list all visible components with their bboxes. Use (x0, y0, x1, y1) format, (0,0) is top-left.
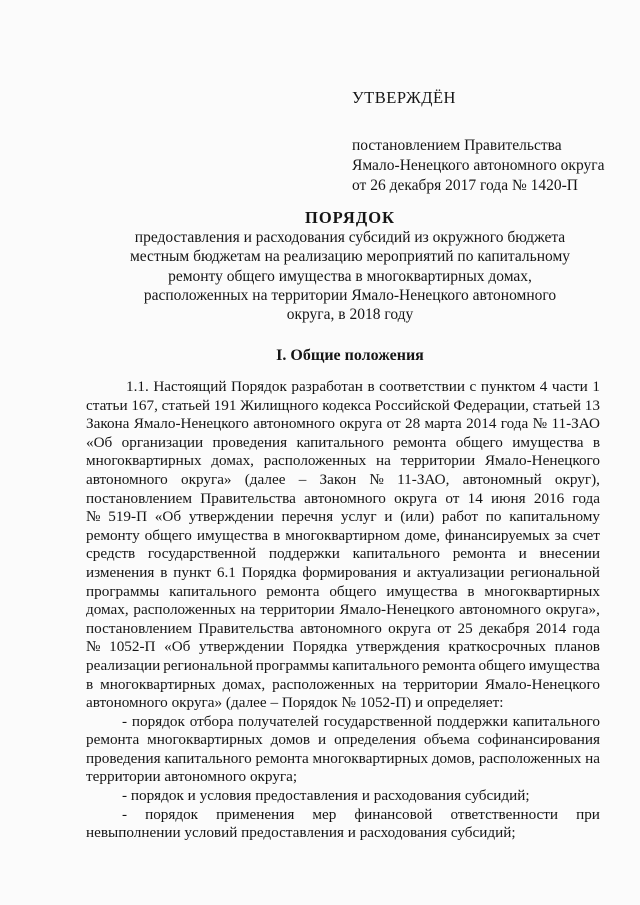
body-word: автономного (304, 489, 386, 507)
body-word: Ямало-Ненецкого (339, 601, 455, 619)
body-line (86, 806, 600, 825)
body-line (86, 676, 600, 695)
body-word: организации (121, 433, 204, 451)
body-word: № (532, 415, 548, 433)
body-line (86, 378, 600, 397)
body-word: в (367, 378, 375, 395)
body-line (86, 657, 600, 676)
body-word: капитального (512, 712, 600, 730)
body-word: на (375, 452, 391, 470)
body-word: перечня (281, 508, 334, 526)
body-word: разработан (291, 378, 363, 395)
body-word: государственной (147, 545, 257, 563)
body-word: и (361, 787, 374, 805)
body-word: округа» (181, 470, 232, 488)
subtitle-line: местным бюджетам на реализацию мероприятий по капитальному (129, 248, 571, 266)
body-word: имущества (386, 582, 458, 600)
body-word: ремонта (393, 433, 447, 451)
body-word: софинансирования (477, 731, 600, 749)
subtitle-line: округа, в 2018 году (286, 306, 414, 324)
body-word: 2014 (466, 415, 497, 433)
body-word: 519-П (108, 508, 148, 526)
body-word: № (369, 470, 384, 488)
body-word: № (86, 638, 101, 656)
body-word: постановлением (86, 619, 193, 637)
body-word: общего (329, 582, 377, 600)
body-word: от (445, 489, 460, 507)
body-word: на (240, 601, 256, 619)
body-word: и (518, 545, 527, 563)
body-word: части (551, 378, 588, 395)
body-word: ремонта (255, 749, 309, 767)
section-heading: I. Общие положения (276, 347, 424, 364)
body-word: Порядка (292, 638, 348, 656)
body-line (86, 545, 600, 564)
body-word: декабря (478, 619, 530, 637)
body-word: субсидий; (450, 824, 516, 842)
body-word: Закона (86, 415, 130, 433)
body-word: 4 (539, 378, 548, 395)
document-title: ПОРЯДОК (305, 208, 395, 227)
body-word: 25 (457, 619, 473, 637)
body-word: домах, (222, 675, 266, 693)
approval-stamp (352, 88, 622, 196)
body-line (86, 564, 600, 583)
subtitle-line: предоставления и расходования субсидий из окружного бюджета (134, 229, 566, 246)
body-word: кодекса (322, 396, 372, 414)
body-word: 11-ЗАО, (397, 470, 450, 488)
body-word: многоквартирных (100, 675, 216, 693)
approval-line: от 26 декабря 2017 года № 1420-П (352, 177, 578, 194)
body-word: Закон (319, 470, 357, 488)
body-word: программы (255, 656, 330, 674)
body-word: предоставления (255, 787, 362, 805)
body-word: определяет: (426, 694, 504, 712)
body-word: предоставления (241, 824, 348, 842)
body-word: Порядка (241, 563, 297, 581)
body-word: автономного (164, 768, 250, 786)
body-word: государственной (323, 712, 432, 730)
body-word: поддержки (268, 545, 340, 563)
body-word: капитальному (509, 508, 600, 526)
body-word: краткосрочных (448, 638, 547, 656)
body-word: территории (403, 675, 478, 693)
body-word: 14 (467, 489, 483, 507)
body-line (86, 452, 600, 471)
subtitle-line: ремонту общего имущества в многоквартирных домах, (168, 267, 532, 285)
body-word: на (585, 749, 600, 767)
body-line (86, 471, 600, 490)
body-word: автономный (462, 470, 542, 488)
body-word: 2014 (535, 619, 567, 637)
body-word: № (86, 508, 101, 526)
body-line (86, 768, 600, 787)
body-word: округа; (249, 768, 298, 786)
body-word: домов, (431, 749, 476, 767)
body-word: утверждении (198, 638, 284, 656)
body-word: - (122, 787, 131, 805)
body-word: Порядок (231, 378, 287, 395)
body-line (86, 508, 600, 527)
body-word: 167, (131, 396, 158, 414)
body-word: статьей (532, 396, 582, 414)
body-word: автономного (300, 619, 382, 637)
body-line (86, 638, 600, 657)
body-word: расходования (359, 824, 451, 842)
body-word: капитального (164, 749, 252, 767)
body-word: 11-ЗАО (551, 415, 600, 433)
body-word: порядок (131, 712, 185, 730)
body-word: изменения (86, 563, 155, 581)
body-word: 1 (592, 378, 600, 395)
body-line (86, 694, 600, 713)
body-word: Ямало-Ненецкого (484, 675, 600, 693)
body-word: № (341, 694, 360, 712)
body-word: 13 (584, 396, 600, 414)
body-word: средств (86, 545, 136, 563)
body-word: домах, (211, 452, 254, 470)
body-word: статьей (161, 396, 210, 414)
body-word: поддержки (436, 712, 508, 730)
body-word: общего (455, 433, 503, 451)
body-word: многоквартирных (147, 731, 263, 749)
body-word: Жилищного (240, 396, 319, 414)
body-word: объема (423, 731, 470, 749)
body-word: от (437, 619, 452, 637)
body-word: и (318, 731, 327, 749)
body-word: территории (400, 452, 476, 470)
body-word: 1052-П) (359, 694, 416, 712)
body-word: утверждения (355, 638, 440, 656)
body-word: округа (339, 415, 383, 433)
body-word: автономного (86, 470, 168, 488)
body-word: отбора (189, 712, 234, 730)
body-word: на (381, 675, 397, 693)
body-word: ремонта (452, 545, 506, 563)
body-word: условия (199, 787, 256, 805)
body-word: внесении (539, 545, 600, 563)
document-title-block (86, 208, 614, 324)
body-word: 191 (213, 396, 237, 414)
body-word: и (384, 508, 393, 526)
body-word: «Об (164, 638, 191, 656)
body-word: от (386, 415, 401, 433)
body-word: и (402, 563, 412, 581)
body-word: капитального (332, 656, 420, 674)
body-text (86, 378, 600, 843)
body-word: Российской (374, 396, 450, 414)
body-word: утверждении (188, 508, 274, 526)
body-word: с (469, 378, 477, 395)
body-word: автономного (86, 694, 172, 712)
approved-label: УТВЕРЖДЁН (352, 88, 456, 107)
body-word: расположенных (478, 749, 582, 767)
body-word: по (485, 508, 502, 526)
body-word: программы (86, 582, 160, 600)
body-word: в (273, 526, 281, 544)
body-word: расходования (373, 787, 465, 805)
body-word: ремонта (266, 582, 320, 600)
body-word: 6.1 (216, 563, 236, 581)
body-word: формирования (302, 563, 398, 581)
body-word: региональной (510, 563, 600, 581)
body-word: года (500, 415, 529, 433)
body-word: мер (312, 805, 337, 823)
body-word: общего (144, 526, 192, 544)
body-word: и (347, 824, 360, 842)
body-word: финансируемых (445, 526, 550, 544)
body-word: года (572, 489, 600, 507)
body-word: общего (478, 656, 526, 674)
body-line (86, 527, 600, 546)
body-word: 1.1. (126, 378, 149, 395)
body-word: капитального (169, 582, 257, 600)
body-word: июня (491, 489, 526, 507)
body-line (86, 434, 600, 453)
body-word: округа (394, 489, 438, 507)
body-word: в (467, 582, 475, 600)
body-word: расположенных (133, 601, 236, 619)
body-word: постановлением (86, 489, 193, 507)
approval-line: Ямало-Ненецкого автономного округа (352, 157, 605, 174)
body-word: многоквартирных (312, 749, 429, 767)
body-word: домах, (86, 601, 129, 619)
body-word: ремонту (86, 526, 140, 544)
body-word: домов (270, 731, 311, 749)
body-word: финансовой (354, 805, 433, 823)
body-word: планов (554, 638, 600, 656)
body-word: - (122, 805, 128, 823)
body-word: 2016 (533, 489, 565, 507)
body-word: территории (86, 768, 165, 786)
body-line (86, 750, 600, 769)
body-word: имущества (196, 526, 269, 544)
body-word: Правительства (200, 489, 296, 507)
body-word: Правительства (198, 619, 294, 637)
body-word: при (576, 805, 600, 823)
body-word: - (122, 712, 128, 730)
body-word: 28 (404, 415, 421, 433)
body-word: округа» (171, 694, 226, 712)
body-word: округ), (554, 470, 600, 488)
body-word: автономного (253, 415, 335, 433)
body-word: счет (572, 526, 600, 544)
subtitle-line: расположенных на территории Ямало-Ненецкого автономного (143, 286, 557, 304)
body-line (86, 713, 600, 732)
body-line (86, 415, 600, 434)
body-word: многоквартирных (484, 582, 600, 600)
body-word: 1052-П (109, 638, 156, 656)
body-word: многоквартирном (285, 526, 400, 544)
approval-line: постановлением Правительства (352, 137, 562, 154)
body-word: невыполнении (86, 824, 185, 842)
body-line (86, 490, 600, 509)
body-word: в (592, 433, 600, 451)
body-word: Порядок (281, 694, 342, 712)
body-word: применения (216, 805, 295, 823)
body-word: Федерации, (453, 396, 529, 414)
body-word: Ямало-Ненецкого (484, 452, 600, 470)
body-word: ремонта (422, 656, 476, 674)
body-word: года (572, 619, 600, 637)
body-word: имущества (528, 656, 600, 674)
body-word: – (270, 694, 282, 712)
body-word: ремонта (86, 731, 140, 749)
body-word: условий (184, 824, 242, 842)
body-word: статьи (86, 396, 128, 414)
body-word: и (415, 694, 427, 712)
body-line (86, 824, 600, 843)
body-word: в (160, 563, 168, 581)
body-line (86, 583, 600, 602)
body-word: округа», (545, 601, 600, 619)
body-word: субсидий; (464, 787, 530, 805)
body-word: «Об (86, 433, 113, 451)
body-word: территории (260, 601, 335, 619)
body-word: проведения (212, 433, 288, 451)
body-word: работ (441, 508, 478, 526)
body-line (86, 731, 600, 750)
body-line (86, 397, 600, 416)
body-line (86, 620, 600, 639)
body-word: услуг (340, 508, 377, 526)
body-word: доме, (404, 526, 441, 544)
body-word: марта (424, 415, 462, 433)
body-word: актуализации (416, 563, 505, 581)
body-word: соответствии (379, 378, 465, 395)
body-line (86, 787, 600, 806)
body-word: реализации (86, 656, 161, 674)
body-word: получателей (238, 712, 319, 730)
body-word: (или) (400, 508, 435, 526)
body-word: Настоящий (153, 378, 227, 395)
body-word: ответственности (450, 805, 559, 823)
body-word: и (187, 787, 200, 805)
body-word: расположенных (263, 452, 367, 470)
body-word: Ямало-Ненецкого (133, 415, 249, 433)
body-word: капитального (352, 545, 440, 563)
body-word: округа (388, 619, 432, 637)
body-word: автономного (459, 601, 541, 619)
body-word: «Об (154, 508, 182, 526)
body-word: пункт (173, 563, 211, 581)
body-line (86, 601, 600, 620)
body-word: проведения (86, 749, 161, 767)
body-word: капитального (296, 433, 384, 451)
body-word: региональной (163, 656, 253, 674)
body-word: за (554, 526, 568, 544)
body-word: порядок (145, 805, 199, 823)
body-word: (далее (225, 694, 271, 712)
body-word: в (86, 675, 94, 693)
body-word: имущества (512, 433, 584, 451)
body-word: порядок (130, 787, 188, 805)
body-word: (далее (244, 470, 286, 488)
body-word: определения (334, 731, 416, 749)
body-word: пунктом (480, 378, 536, 395)
body-word: расположенных (272, 675, 375, 693)
body-word: – (298, 470, 307, 488)
body-word: многоквартирных (86, 452, 202, 470)
